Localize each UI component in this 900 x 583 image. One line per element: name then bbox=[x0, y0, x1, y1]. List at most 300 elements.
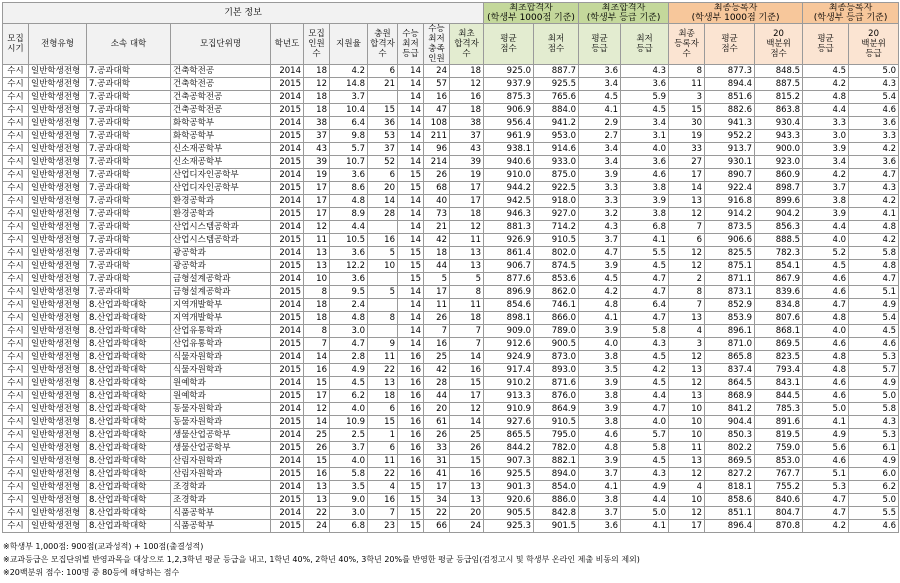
cell-college: 8.산업과학대학 bbox=[87, 494, 171, 507]
col-header-admission-type: 전형유형 bbox=[29, 24, 87, 65]
cell-first-min-grade: 5.0 bbox=[621, 507, 669, 520]
cell-final-p20-score: 839.6 bbox=[755, 286, 803, 299]
cell-unit-name: 생물산업공학부 bbox=[171, 429, 271, 442]
cell-csat-min-met: 17 bbox=[424, 481, 450, 494]
cell-recruit-period: 수시 bbox=[3, 286, 29, 299]
cell-csat-min-grade: 14 bbox=[398, 338, 424, 351]
cell-final-avg-grade: 4.6 bbox=[803, 455, 849, 468]
cell-csat-min-grade: 14 bbox=[398, 286, 424, 299]
table-row bbox=[3, 182, 899, 195]
cell-first-min-grade: 4.6 bbox=[621, 169, 669, 182]
cell-first-min-score: 925.5 bbox=[534, 78, 579, 91]
cell-first-min-score: 789.0 bbox=[534, 325, 579, 338]
cell-first-pass-count: 18 bbox=[450, 65, 484, 78]
cell-final-p20-grade: 4.6 bbox=[849, 520, 899, 533]
cell-year: 2014 bbox=[271, 351, 304, 364]
cell-college: 8.산업과학대학 bbox=[87, 299, 171, 312]
cell-final-avg-score: 873.5 bbox=[705, 221, 755, 234]
cell-final-count: 12 bbox=[669, 260, 705, 273]
table-row bbox=[3, 247, 899, 260]
cell-final-avg-grade: 4.2 bbox=[803, 169, 849, 182]
table-row bbox=[3, 403, 899, 416]
cell-quota: 14 bbox=[304, 416, 330, 429]
cell-competition-rate: 4.4 bbox=[330, 221, 368, 234]
cell-competition-rate: 12.2 bbox=[330, 260, 368, 273]
cell-final-avg-score: 952.2 bbox=[705, 130, 755, 143]
cell-csat-min-grade: 15 bbox=[398, 507, 424, 520]
cell-final-count: 13 bbox=[669, 195, 705, 208]
cell-final-count: 13 bbox=[669, 390, 705, 403]
cell-final-count: 15 bbox=[669, 104, 705, 117]
cell-final-p20-score: 869.5 bbox=[755, 338, 803, 351]
cell-unit-name: 지역개발학부 bbox=[171, 299, 271, 312]
cell-csat-min-grade: 16 bbox=[398, 351, 424, 364]
cell-first-pass-count: 13 bbox=[450, 247, 484, 260]
table-row bbox=[3, 338, 899, 351]
cell-final-p20-score: 899.6 bbox=[755, 195, 803, 208]
cell-recruit-period: 수시 bbox=[3, 312, 29, 325]
cell-first-min-grade: 4.2 bbox=[621, 364, 669, 377]
cell-final-p20-score: 904.2 bbox=[755, 208, 803, 221]
cell-first-avg-score: 898.1 bbox=[484, 312, 534, 325]
cell-first-avg-score: 925.0 bbox=[484, 65, 534, 78]
cell-csat-min-met: 44 bbox=[424, 260, 450, 273]
cell-csat-min-met: 26 bbox=[424, 312, 450, 325]
cell-csat-min-grade: 14 bbox=[398, 208, 424, 221]
cell-csat-min-grade: 14 bbox=[398, 130, 424, 143]
cell-csat-min-met: 44 bbox=[424, 390, 450, 403]
cell-final-avg-score: 818.1 bbox=[705, 481, 755, 494]
cell-first-pass-count: 38 bbox=[450, 117, 484, 130]
cell-first-min-score: 862.0 bbox=[534, 286, 579, 299]
col-header-csat-min-met: 수능 최저 충족 인원 bbox=[424, 24, 450, 65]
cell-first-pass-count: 13 bbox=[450, 494, 484, 507]
cell-csat-min-met: 16 bbox=[424, 91, 450, 104]
cell-first-avg-grade: 4.2 bbox=[579, 286, 621, 299]
cell-first-pass-count: 12 bbox=[450, 78, 484, 91]
table-row bbox=[3, 260, 899, 273]
cell-first-avg-grade: 4.8 bbox=[579, 299, 621, 312]
cell-final-avg-grade: 4.7 bbox=[803, 507, 849, 520]
cell-first-min-score: 795.0 bbox=[534, 429, 579, 442]
cell-additional-pass: 11 bbox=[368, 351, 398, 364]
cell-first-pass-count: 20 bbox=[450, 507, 484, 520]
cell-first-min-grade: 5.8 bbox=[621, 442, 669, 455]
cell-college: 7.공과대학 bbox=[87, 260, 171, 273]
cell-final-avg-score: 941.3 bbox=[705, 117, 755, 130]
cell-year: 2015 bbox=[271, 78, 304, 91]
cell-first-min-grade: 4.3 bbox=[621, 65, 669, 78]
cell-additional-pass: 22 bbox=[368, 364, 398, 377]
cell-final-avg-grade: 3.9 bbox=[803, 143, 849, 156]
cell-final-avg-score: 841.2 bbox=[705, 403, 755, 416]
cell-first-min-score: 853.6 bbox=[534, 273, 579, 286]
cell-additional-pass: 18 bbox=[368, 390, 398, 403]
cell-additional-pass: 4 bbox=[368, 481, 398, 494]
cell-first-avg-score: 910.2 bbox=[484, 377, 534, 390]
cell-first-min-grade: 4.5 bbox=[621, 377, 669, 390]
cell-competition-rate: 9.0 bbox=[330, 494, 368, 507]
cell-first-pass-count: 15 bbox=[450, 455, 484, 468]
cell-quota: 16 bbox=[304, 468, 330, 481]
table-row bbox=[3, 299, 899, 312]
cell-final-avg-grade: 4.0 bbox=[803, 234, 849, 247]
cell-quota: 11 bbox=[304, 234, 330, 247]
cell-csat-min-met: 61 bbox=[424, 416, 450, 429]
table-row bbox=[3, 416, 899, 429]
cell-final-avg-score: 896.4 bbox=[705, 520, 755, 533]
cell-year: 2015 bbox=[271, 260, 304, 273]
cell-college: 7.공과대학 bbox=[87, 130, 171, 143]
cell-first-min-grade: 4.4 bbox=[621, 390, 669, 403]
cell-final-count: 2 bbox=[669, 273, 705, 286]
cell-first-avg-grade: 3.3 bbox=[579, 182, 621, 195]
cell-final-avg-score: 904.4 bbox=[705, 416, 755, 429]
table-row bbox=[3, 221, 899, 234]
cell-first-min-grade: 5.7 bbox=[621, 429, 669, 442]
cell-final-count: 12 bbox=[669, 247, 705, 260]
cell-recruit-period: 수시 bbox=[3, 208, 29, 221]
cell-final-avg-grade: 4.6 bbox=[803, 273, 849, 286]
cell-first-avg-score: 901.3 bbox=[484, 481, 534, 494]
cell-year: 2015 bbox=[271, 286, 304, 299]
cell-college: 8.산업과학대학 bbox=[87, 455, 171, 468]
cell-first-min-grade: 4.3 bbox=[621, 338, 669, 351]
cell-final-p20-grade: 4.9 bbox=[849, 299, 899, 312]
cell-final-count: 7 bbox=[669, 221, 705, 234]
cell-first-pass-count: 7 bbox=[450, 338, 484, 351]
cell-first-min-score: 864.9 bbox=[534, 403, 579, 416]
cell-first-avg-grade: 3.6 bbox=[579, 65, 621, 78]
cell-first-avg-score: 854.6 bbox=[484, 299, 534, 312]
cell-quota: 7 bbox=[304, 338, 330, 351]
cell-unit-name: 동물자원학과 bbox=[171, 403, 271, 416]
cell-final-count: 3 bbox=[669, 338, 705, 351]
cell-first-min-score: 900.5 bbox=[534, 338, 579, 351]
cell-final-p20-grade: 6.1 bbox=[849, 442, 899, 455]
cell-unit-name: 화학공학부 bbox=[171, 130, 271, 143]
cell-final-avg-score: 851.1 bbox=[705, 507, 755, 520]
cell-final-p20-grade: 4.3 bbox=[849, 78, 899, 91]
cell-year: 2014 bbox=[271, 273, 304, 286]
cell-final-p20-grade: 4.7 bbox=[849, 169, 899, 182]
cell-additional-pass: 5 bbox=[368, 286, 398, 299]
cell-additional-pass bbox=[368, 221, 398, 234]
cell-first-pass-count: 13 bbox=[450, 260, 484, 273]
cell-recruit-period: 수시 bbox=[3, 299, 29, 312]
cell-year: 2014 bbox=[271, 429, 304, 442]
cell-unit-name: 식품공학부 bbox=[171, 507, 271, 520]
cell-year: 2014 bbox=[271, 247, 304, 260]
cell-additional-pass: 6 bbox=[368, 442, 398, 455]
cell-additional-pass: 1 bbox=[368, 429, 398, 442]
cell-unit-name: 산림자원학과 bbox=[171, 468, 271, 481]
cell-csat-min-grade: 14 bbox=[398, 195, 424, 208]
cell-first-avg-score: 907.3 bbox=[484, 455, 534, 468]
cell-final-avg-grade: 4.7 bbox=[803, 299, 849, 312]
cell-first-avg-score: 917.4 bbox=[484, 364, 534, 377]
cell-first-pass-count: 16 bbox=[450, 364, 484, 377]
cell-csat-min-grade: 14 bbox=[398, 104, 424, 117]
cell-final-p20-score: 891.6 bbox=[755, 416, 803, 429]
cell-year: 2014 bbox=[271, 91, 304, 104]
cell-first-avg-grade: 4.1 bbox=[579, 104, 621, 117]
cell-final-count: 4 bbox=[669, 325, 705, 338]
cell-recruit-period: 수시 bbox=[3, 338, 29, 351]
cell-final-p20-score: 793.4 bbox=[755, 364, 803, 377]
cell-additional-pass: 37 bbox=[368, 143, 398, 156]
cell-year: 2015 bbox=[271, 182, 304, 195]
cell-final-p20-score: 834.8 bbox=[755, 299, 803, 312]
cell-unit-name: 건축공학전공 bbox=[171, 91, 271, 104]
cell-admission-type: 일반학생전형 bbox=[29, 273, 87, 286]
cell-year: 2014 bbox=[271, 221, 304, 234]
cell-final-p20-grade: 4.2 bbox=[849, 234, 899, 247]
cell-final-p20-score: 943.3 bbox=[755, 130, 803, 143]
cell-final-count: 30 bbox=[669, 117, 705, 130]
cell-additional-pass: 6 bbox=[368, 403, 398, 416]
cell-first-avg-grade: 4.7 bbox=[579, 247, 621, 260]
table-row bbox=[3, 117, 899, 130]
cell-final-count: 8 bbox=[669, 286, 705, 299]
cell-first-avg-grade: 4.6 bbox=[579, 429, 621, 442]
cell-additional-pass bbox=[368, 273, 398, 286]
cell-first-min-grade: 4.7 bbox=[621, 403, 669, 416]
cell-csat-min-met: 21 bbox=[424, 221, 450, 234]
cell-quota: 13 bbox=[304, 247, 330, 260]
cell-final-count: 6 bbox=[669, 234, 705, 247]
cell-first-min-score: 882.1 bbox=[534, 455, 579, 468]
cell-first-avg-grade: 2.7 bbox=[579, 130, 621, 143]
cell-final-p20-grade: 4.9 bbox=[849, 455, 899, 468]
cell-final-p20-grade: 6.0 bbox=[849, 468, 899, 481]
cell-first-min-score: 953.0 bbox=[534, 130, 579, 143]
final-1000-group-header: 최종등록자 (학생부 1000점 기준) bbox=[669, 3, 803, 24]
cell-final-p20-grade: 4.8 bbox=[849, 260, 899, 273]
cell-first-avg-score: 938.1 bbox=[484, 143, 534, 156]
cell-year: 2015 bbox=[271, 208, 304, 221]
cell-final-avg-score: 875.1 bbox=[705, 260, 755, 273]
col-header-quota: 모집 인원 수 bbox=[304, 24, 330, 65]
cell-quota: 17 bbox=[304, 208, 330, 221]
cell-unit-name: 산업시스템공학과 bbox=[171, 234, 271, 247]
cell-final-avg-grade: 3.3 bbox=[803, 117, 849, 130]
cell-first-min-score: 874.5 bbox=[534, 260, 579, 273]
cell-first-min-grade: 3.4 bbox=[621, 117, 669, 130]
cell-first-avg-score: 865.5 bbox=[484, 429, 534, 442]
cell-first-min-grade: 3.1 bbox=[621, 130, 669, 143]
cell-quota: 13 bbox=[304, 494, 330, 507]
cell-first-min-score: 918.0 bbox=[534, 195, 579, 208]
cell-csat-min-met: 28 bbox=[424, 377, 450, 390]
cell-year: 2015 bbox=[271, 312, 304, 325]
table-row bbox=[3, 286, 899, 299]
cell-final-p20-score: 782.3 bbox=[755, 247, 803, 260]
cell-final-count: 10 bbox=[669, 494, 705, 507]
cell-first-pass-count: 12 bbox=[450, 221, 484, 234]
cell-csat-min-grade: 15 bbox=[398, 481, 424, 494]
cell-csat-min-grade: 14 bbox=[398, 221, 424, 234]
cell-final-p20-score: 860.9 bbox=[755, 169, 803, 182]
cell-quota: 18 bbox=[304, 312, 330, 325]
cell-year: 2015 bbox=[271, 234, 304, 247]
cell-first-avg-grade: 3.7 bbox=[579, 507, 621, 520]
cell-first-min-grade: 6.4 bbox=[621, 299, 669, 312]
cell-first-min-score: 894.0 bbox=[534, 468, 579, 481]
cell-first-min-grade: 4.1 bbox=[621, 520, 669, 533]
cell-final-p20-score: 840.6 bbox=[755, 494, 803, 507]
cell-csat-min-met: 42 bbox=[424, 364, 450, 377]
cell-competition-rate: 2.8 bbox=[330, 351, 368, 364]
cell-final-avg-score: 852.9 bbox=[705, 299, 755, 312]
footnote-1: ※학생부 1,000점: 900점(교과성적) + 100점(출결성적) bbox=[3, 542, 204, 551]
cell-csat-min-grade: 16 bbox=[398, 416, 424, 429]
cell-admission-type: 일반학생전형 bbox=[29, 286, 87, 299]
cell-additional-pass bbox=[368, 325, 398, 338]
cell-additional-pass: 23 bbox=[368, 520, 398, 533]
cell-year: 2014 bbox=[271, 117, 304, 130]
cell-recruit-period: 수시 bbox=[3, 221, 29, 234]
cell-competition-rate: 4.0 bbox=[330, 403, 368, 416]
cell-first-avg-grade: 4.1 bbox=[579, 312, 621, 325]
cell-final-avg-grade: 4.5 bbox=[803, 260, 849, 273]
cell-first-avg-score: 905.5 bbox=[484, 507, 534, 520]
cell-first-avg-score: 906.7 bbox=[484, 260, 534, 273]
table-row bbox=[3, 273, 899, 286]
cell-unit-name: 동물자원학과 bbox=[171, 416, 271, 429]
cell-year: 2015 bbox=[271, 156, 304, 169]
cell-recruit-period: 수시 bbox=[3, 130, 29, 143]
footnotes bbox=[3, 540, 640, 579]
cell-final-p20-score: 898.7 bbox=[755, 182, 803, 195]
cell-competition-rate: 9.8 bbox=[330, 130, 368, 143]
cell-admission-type: 일반학생전형 bbox=[29, 442, 87, 455]
cell-final-avg-grade: 3.7 bbox=[803, 182, 849, 195]
cell-competition-rate: 3.7 bbox=[330, 442, 368, 455]
cell-recruit-period: 수시 bbox=[3, 416, 29, 429]
cell-recruit-period: 수시 bbox=[3, 234, 29, 247]
cell-additional-pass: 6 bbox=[368, 169, 398, 182]
cell-final-avg-grade: 4.6 bbox=[803, 338, 849, 351]
cell-csat-min-grade: 16 bbox=[398, 429, 424, 442]
cell-college: 7.공과대학 bbox=[87, 143, 171, 156]
cell-quota: 8 bbox=[304, 325, 330, 338]
cell-year: 2015 bbox=[271, 494, 304, 507]
cell-admission-type: 일반학생전형 bbox=[29, 104, 87, 117]
cell-competition-rate: 4.9 bbox=[330, 364, 368, 377]
cell-competition-rate: 4.8 bbox=[330, 195, 368, 208]
cell-first-min-score: 875.0 bbox=[534, 169, 579, 182]
table-row bbox=[3, 91, 899, 104]
cell-final-avg-score: 896.1 bbox=[705, 325, 755, 338]
col-header-year: 학년도 bbox=[271, 24, 304, 65]
cell-final-avg-grade: 3.0 bbox=[803, 130, 849, 143]
cell-recruit-period: 수시 bbox=[3, 377, 29, 390]
cell-competition-rate: 4.7 bbox=[330, 338, 368, 351]
table-body bbox=[3, 65, 899, 533]
cell-final-p20-score: 767.7 bbox=[755, 468, 803, 481]
cell-first-min-score: 854.0 bbox=[534, 481, 579, 494]
cell-final-p20-grade: 4.6 bbox=[849, 338, 899, 351]
cell-competition-rate: 3.0 bbox=[330, 507, 368, 520]
cell-final-avg-score: 868.9 bbox=[705, 390, 755, 403]
cell-final-p20-grade: 5.4 bbox=[849, 91, 899, 104]
cell-first-min-grade: 4.9 bbox=[621, 481, 669, 494]
cell-final-p20-grade: 5.7 bbox=[849, 364, 899, 377]
cell-competition-rate: 2.5 bbox=[330, 429, 368, 442]
cell-first-min-grade: 6.8 bbox=[621, 221, 669, 234]
table-row bbox=[3, 455, 899, 468]
cell-first-avg-grade: 3.9 bbox=[579, 169, 621, 182]
table-row bbox=[3, 325, 899, 338]
cell-final-p20-score: 888.5 bbox=[755, 234, 803, 247]
cell-recruit-period: 수시 bbox=[3, 273, 29, 286]
cell-first-avg-grade: 3.4 bbox=[579, 143, 621, 156]
cell-additional-pass: 16 bbox=[368, 494, 398, 507]
cell-year: 2015 bbox=[271, 416, 304, 429]
cell-final-avg-grade: 4.5 bbox=[803, 65, 849, 78]
admissions-results-table bbox=[2, 2, 899, 533]
cell-first-min-score: 782.0 bbox=[534, 442, 579, 455]
cell-final-count: 13 bbox=[669, 455, 705, 468]
cell-year: 2014 bbox=[271, 65, 304, 78]
cell-quota: 43 bbox=[304, 143, 330, 156]
cell-college: 7.공과대학 bbox=[87, 286, 171, 299]
cell-additional-pass: 20 bbox=[368, 182, 398, 195]
cell-final-count: 17 bbox=[669, 520, 705, 533]
cell-year: 2015 bbox=[271, 104, 304, 117]
cell-csat-min-grade: 14 bbox=[398, 65, 424, 78]
cell-first-min-score: 884.0 bbox=[534, 104, 579, 117]
cell-college: 7.공과대학 bbox=[87, 104, 171, 117]
cell-final-avg-score: 858.6 bbox=[705, 494, 755, 507]
cell-csat-min-met: 25 bbox=[424, 351, 450, 364]
cell-first-min-score: 933.0 bbox=[534, 156, 579, 169]
cell-csat-min-grade: 15 bbox=[398, 182, 424, 195]
cell-final-avg-score: 877.3 bbox=[705, 65, 755, 78]
cell-final-count: 13 bbox=[669, 312, 705, 325]
cell-competition-rate: 3.7 bbox=[330, 91, 368, 104]
cell-unit-name: 금형설계공학과 bbox=[171, 286, 271, 299]
cell-final-avg-grade: 4.6 bbox=[803, 286, 849, 299]
cell-first-avg-score: 937.9 bbox=[484, 78, 534, 91]
cell-csat-min-grade: 15 bbox=[398, 273, 424, 286]
cell-csat-min-met: 34 bbox=[424, 494, 450, 507]
cell-recruit-period: 수시 bbox=[3, 182, 29, 195]
cell-final-avg-grade: 3.8 bbox=[803, 195, 849, 208]
cell-final-avg-score: 906.6 bbox=[705, 234, 755, 247]
cell-final-avg-grade: 4.8 bbox=[803, 351, 849, 364]
cell-final-avg-score: 837.4 bbox=[705, 364, 755, 377]
cell-admission-type: 일반학생전형 bbox=[29, 130, 87, 143]
cell-quota: 14 bbox=[304, 351, 330, 364]
cell-competition-rate: 3.6 bbox=[330, 273, 368, 286]
cell-recruit-period: 수시 bbox=[3, 91, 29, 104]
cell-competition-rate: 8.6 bbox=[330, 182, 368, 195]
cell-final-count: 8 bbox=[669, 65, 705, 78]
cell-final-p20-score: 867.9 bbox=[755, 273, 803, 286]
cell-csat-min-grade: 16 bbox=[398, 442, 424, 455]
cell-first-avg-grade: 2.9 bbox=[579, 117, 621, 130]
cell-college: 7.공과대학 bbox=[87, 182, 171, 195]
cell-year: 2014 bbox=[271, 403, 304, 416]
cell-unit-name: 식물자원학과 bbox=[171, 351, 271, 364]
cell-first-min-score: 714.2 bbox=[534, 221, 579, 234]
cell-final-p20-score: 900.0 bbox=[755, 143, 803, 156]
table-row bbox=[3, 390, 899, 403]
cell-final-p20-grade: 5.8 bbox=[849, 247, 899, 260]
cell-first-avg-grade: 3.9 bbox=[579, 325, 621, 338]
